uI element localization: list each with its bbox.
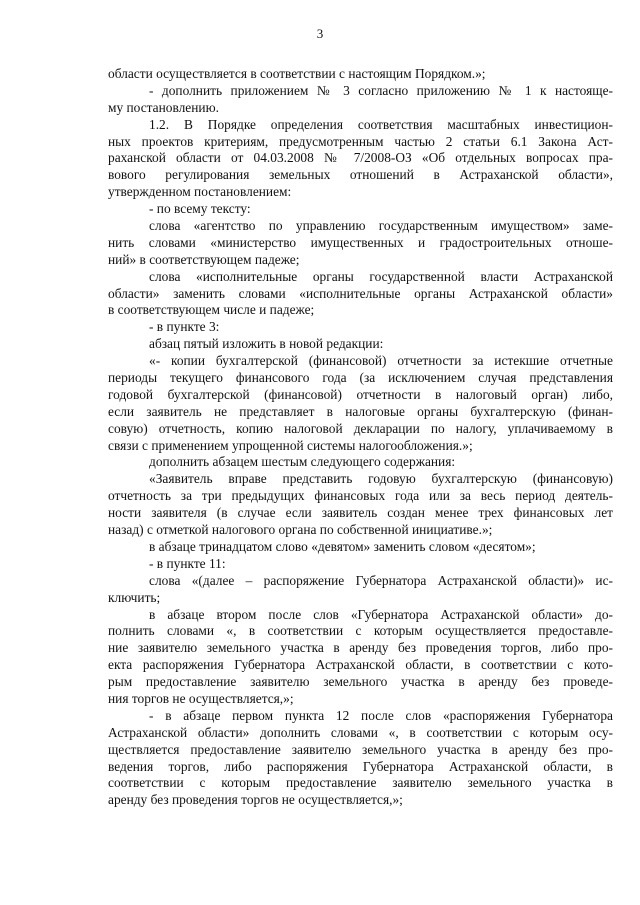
text-line: полнить словами «, в соответствии с которым осуществляется предоставле-	[108, 623, 613, 639]
text-line: слова «(далее – распоряжение Губернатора Астраханской области)» ис-	[149, 572, 613, 588]
text-line: связи с применением упрощенной системы налогообложения.»;	[108, 437, 473, 453]
page-number: 3	[316, 26, 324, 41]
text-line: области» заменить словами «исполнительные органы Астраханской области»	[108, 285, 613, 301]
text-line: аренду без проведения торгов не осуществляется,»;	[108, 792, 403, 808]
text-line: ключить;	[108, 589, 161, 605]
text-line: утвержденном постановлением:	[108, 184, 292, 200]
text-line: ния торгов не осуществляется,»;	[108, 690, 294, 706]
text-line: раханской области от 04.03.2008 № 7/2008-ОЗ «Об отдельных вопросах пра-	[108, 150, 613, 166]
text-line: ществляется предоставление заявителю земельного участка в аренду без про-	[108, 741, 613, 757]
text-line: слова «агентство по управлению государственным имуществом» заме-	[149, 218, 613, 234]
text-line: в абзаце втором после слов «Губернатора Астраханской области» до-	[149, 606, 613, 622]
text-line: в абзаце тринадцатом слово «девятом» заменить словом «десятом»;	[149, 538, 536, 554]
text-line: ние заявителю земельного участка в аренду без проведения торгов, либо про-	[108, 640, 613, 656]
text-line: отчетность за три предыдущих финансовых года или за весь период деятель-	[108, 488, 613, 504]
text-line: ний» в соответствующем падеже;	[108, 251, 300, 267]
text-line: - по всему тексту:	[149, 201, 251, 217]
text-line: области осуществляется в соответствии с настоящим Порядком.»;	[108, 66, 486, 81]
document-body	[108, 66, 613, 809]
text-line: екта распоряжения Губернатора Астраханской области, в соответствии с кото-	[108, 657, 613, 673]
text-line: Астраханской области» дополнить словами «, в соответствии с которым осу-	[108, 724, 613, 740]
text-line: годовой бухгалтерской (финансовой) отчетности в налоговый орган) либо,	[108, 386, 613, 402]
text-line: если заявитель не представляет в налоговые органы бухгалтерскую (финан-	[108, 403, 613, 419]
text-line: 1.2. В Порядке определения соответствия масштабных инвестицион-	[149, 116, 613, 132]
text-line: «Заявитель вправе представить годовую бухгалтерскую (финансовую)	[149, 471, 613, 487]
text-line: - в пункте 3:	[149, 319, 220, 335]
text-line: в соответствующем числе и падеже;	[108, 302, 315, 318]
text-line: периоды текущего финансового года (за исключением случая представления	[108, 370, 613, 386]
text-line: му постановлению.	[108, 99, 219, 115]
text-line: совую) отчетность, копию налоговой декларации по налогу, уплачиваемому в	[108, 420, 613, 436]
text-line: ных проектов критериям, предусмотренным частью 2 статьи 6.1 Закона Аст-	[108, 133, 613, 149]
text-line: вового регулирования земельных отношений в Астраханской области»,	[108, 167, 613, 183]
text-line: абзац пятый изложить в новой редакции:	[149, 336, 384, 352]
text-line: слова «исполнительные органы государственной власти Астраханской	[149, 268, 613, 284]
text-line: назад) с отметкой налогового органа по собственной инициативе.»;	[108, 522, 493, 538]
text-line: рым предоставление заявителю земельного участка в аренду без проведе-	[108, 674, 613, 690]
text-line: дополнить абзацем шестым следующего содержания:	[149, 454, 456, 470]
text-line: «- копии бухгалтерской (финансовой) отчетности за истекшие отчетные	[149, 353, 613, 369]
text-line: ности заявителя (в случае если заявитель создан менее трех финансовых лет	[108, 505, 613, 521]
text-line: - в пункте 11:	[149, 555, 226, 571]
text-line: ведения торгов, либо распоряжения Губернатора Астраханской области, в	[108, 758, 613, 774]
text-line: - дополнить приложением № 3 согласно приложению № 1 к настояще-	[149, 82, 613, 98]
text-line: - в абзаце первом пункта 12 после слов «распоряжения Губернатора	[149, 707, 613, 723]
text-line: нить словами «министерство имущественных и градостроительных отноше-	[108, 234, 613, 250]
text-line: соответствии с которым предоставление заявителю земельного участка в	[108, 775, 613, 791]
